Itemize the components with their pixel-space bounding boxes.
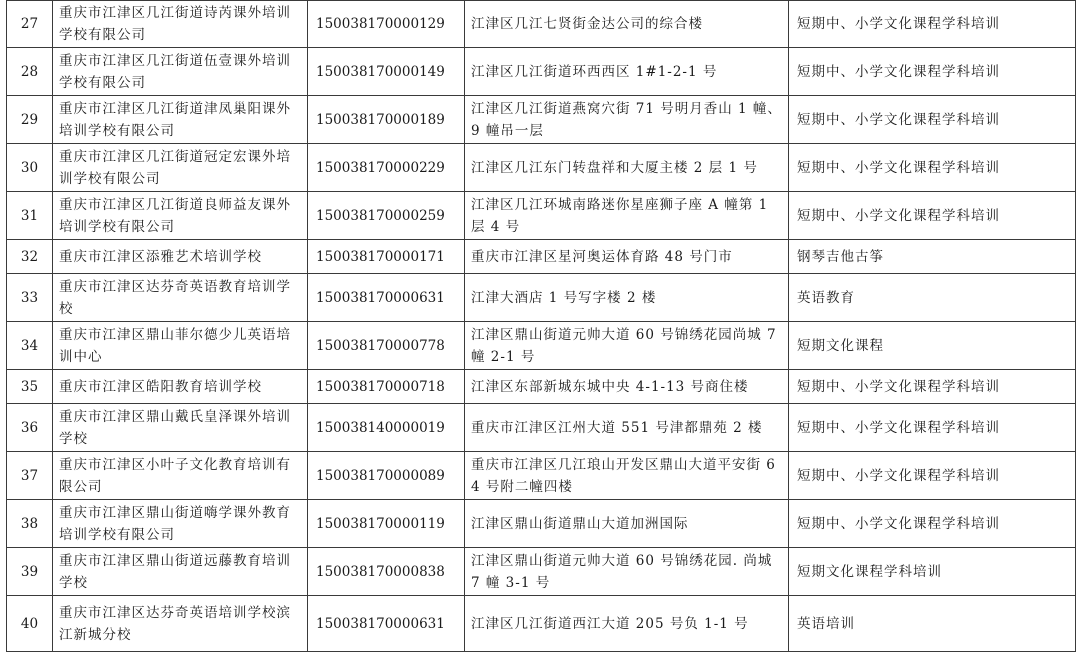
license-code: 150038170000838 [308,548,465,596]
training-scope: 短期中、小学文化课程学科培训 [789,404,1076,452]
school-name: 重庆市江津区鼎山街道嗨学课外教育培训学校有限公司 [53,500,308,548]
table-row [7,500,1076,548]
training-scope: 短期中、小学文化课程学科培训 [789,1,1076,48]
table-row [7,370,1076,404]
school-address: 江津区鼎山街道鼎山大道加洲国际 [465,500,789,548]
school-address: 江津区几江七贤街金达公司的综合楼 [465,1,789,48]
school-address: 重庆市江津区星河奥运体育路 48 号门市 [465,240,789,274]
row-number: 37 [7,452,53,500]
school-name: 重庆市江津区鼎山菲尔德少儿英语培训中心 [53,322,308,370]
training-scope: 短期中、小学文化课程学科培训 [789,48,1076,96]
table-row [7,452,1076,500]
school-address: 江津大酒店 1 号写字楼 2 楼 [465,274,789,322]
training-scope: 英语教育 [789,274,1076,322]
training-scope: 钢琴吉他古筝 [789,240,1076,274]
school-name: 重庆市江津区几江街道良师益友课外培训学校有限公司 [53,192,308,240]
training-scope: 英语培训 [789,596,1076,652]
license-code: 150038170000119 [308,500,465,548]
school-name: 重庆市江津区小叶子文化教育培训有限公司 [53,452,308,500]
license-code: 150038170000259 [308,192,465,240]
license-code: 150038170000149 [308,48,465,96]
school-address: 江津区几江街道环西西区 1#1-2-1 号 [465,48,789,96]
table-row [7,274,1076,322]
school-name: 重庆市江津区几江街道伍壹课外培训学校有限公司 [53,48,308,96]
table-row [7,144,1076,192]
license-code: 150038170000089 [308,452,465,500]
training-scope: 短期文化课程学科培训 [789,548,1076,596]
row-number: 28 [7,48,53,96]
license-code: 150038170000229 [308,144,465,192]
school-registry-table [6,0,1076,652]
license-code: 150038170000129 [308,1,465,48]
school-address: 江津区鼎山街道元帅大道 60 号锦绣花园. 尚城 7 幢 3-1 号 [465,548,789,596]
row-number: 34 [7,322,53,370]
school-name: 重庆市江津区鼎山街道远藤教育培训学校 [53,548,308,596]
training-scope: 短期中、小学文化课程学科培训 [789,144,1076,192]
school-address: 江津区几江环城南路迷你星座狮子座 A 幢第 1 层 4 号 [465,192,789,240]
row-number: 36 [7,404,53,452]
row-number: 31 [7,192,53,240]
table-row [7,48,1076,96]
license-code: 150038170000778 [308,322,465,370]
training-scope: 短期中、小学文化课程学科培训 [789,370,1076,404]
school-name: 重庆市江津区几江街道冠定宏课外培训学校有限公司 [53,144,308,192]
school-name: 重庆市江津区达芬奇英语培训学校滨江新城分校 [53,596,308,652]
row-number: 35 [7,370,53,404]
school-address: 江津区几江街道燕窝穴街 71 号明月香山 1 幢、9 幢吊一层 [465,96,789,144]
license-code: 150038170000718 [308,370,465,404]
table-body [7,1,1076,652]
training-scope: 短期文化课程 [789,322,1076,370]
row-number: 29 [7,96,53,144]
license-code: 150038170000189 [308,96,465,144]
training-scope: 短期中、小学文化课程学科培训 [789,500,1076,548]
license-code: 150038170000171 [308,240,465,274]
school-address: 江津区几江街道西江大道 205 号负 1-1 号 [465,596,789,652]
school-name: 重庆市江津区几江街道津凤巢阳课外培训学校有限公司 [53,96,308,144]
license-code: 150038170000631 [308,596,465,652]
license-code: 150038170000631 [308,274,465,322]
table-row [7,404,1076,452]
school-address: 重庆市江津区几江琅山开发区鼎山大道平安街 64 号附二幢四楼 [465,452,789,500]
table-row [7,548,1076,596]
row-number: 33 [7,274,53,322]
table-row [7,596,1076,652]
row-number: 32 [7,240,53,274]
training-scope: 短期中、小学文化课程学科培训 [789,96,1076,144]
training-scope: 短期中、小学文化课程学科培训 [789,452,1076,500]
training-scope: 短期中、小学文化课程学科培训 [789,192,1076,240]
school-name: 重庆市江津区几江街道诗芮课外培训学校有限公司 [53,1,308,48]
license-code: 150038140000019 [308,404,465,452]
row-number: 39 [7,548,53,596]
school-address: 江津区东部新城东城中央 4-1-13 号商住楼 [465,370,789,404]
table-row [7,322,1076,370]
row-number: 27 [7,1,53,48]
table-row [7,240,1076,274]
school-name: 重庆市江津区达芬奇英语教育培训学校 [53,274,308,322]
school-address: 江津区鼎山街道元帅大道 60 号锦绣花园尚城 7 幢 2-1 号 [465,322,789,370]
row-number: 38 [7,500,53,548]
table-row [7,192,1076,240]
table-row [7,96,1076,144]
school-address: 重庆市江津区江州大道 551 号津都鼎苑 2 楼 [465,404,789,452]
school-name: 重庆市江津区鼎山戴氏皇泽课外培训学校 [53,404,308,452]
school-name: 重庆市江津区添雅艺术培训学校 [53,240,308,274]
school-address: 江津区几江东门转盘祥和大厦主楼 2 层 1 号 [465,144,789,192]
row-number: 30 [7,144,53,192]
school-name: 重庆市江津区皓阳教育培训学校 [53,370,308,404]
row-number: 40 [7,596,53,652]
table-row [7,1,1076,48]
